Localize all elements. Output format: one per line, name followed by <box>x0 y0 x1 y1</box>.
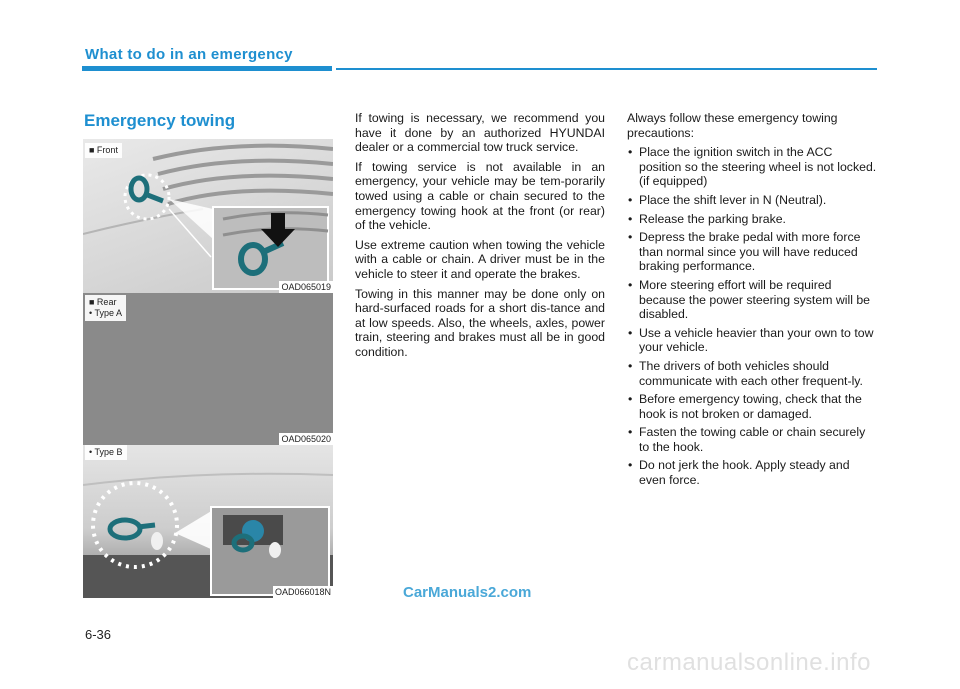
precautions-intro: Always follow these emergency towing precautions: <box>627 111 838 140</box>
front-bumper-illustration <box>83 139 333 293</box>
rear-bumper-illustration <box>83 445 333 598</box>
list-item: • Place the shift lever in N (Neutral). <box>627 193 878 208</box>
footer-watermark: carmanualsonline.info <box>627 649 871 676</box>
figure-front-code: OAD065019 <box>281 282 331 292</box>
header-accent-bar <box>82 66 332 71</box>
list-item: • Depress the brake pedal with more force than normal since you will have reduced braking performance. <box>627 230 878 274</box>
right-column <box>627 111 878 492</box>
paragraph: Towing in this manner may be done only on hard-surfaced roads for a short dis-tance and at low speeds. Also, the wheels, axles, power train, steering and brakes must all be in good condition. <box>355 286 605 359</box>
list-item: • The drivers of both vehicles should communicate with each other frequent-ly. <box>627 359 878 388</box>
figure-front <box>83 139 333 293</box>
paragraph: Use extreme caution when towing the vehicle with a cable or chain. A driver must be in the vehicle to steer it and operate the brakes. <box>355 237 605 281</box>
precautions-list <box>627 145 878 487</box>
list-item: • Fasten the towing cable or chain securely to the hook. <box>627 425 878 454</box>
section-header: What to do in an emergency <box>85 46 293 63</box>
figure-rear-a-code: OAD065020 <box>281 434 331 444</box>
list-item: • Place the ignition switch in the ACC position so the steering wheel is not locked. (if equipped) <box>627 145 878 189</box>
figure-front-label: ■ Front <box>85 143 122 158</box>
page-number: 6-36 <box>85 627 112 642</box>
list-item: • More steering effort will be required because the power steering system will be disabled. <box>627 278 878 322</box>
figure-rear-type-b <box>83 445 333 598</box>
list-item: • Before emergency towing, check that the hook is not broken or damaged. <box>627 392 878 421</box>
paragraph: If towing is necessary, we recommend you have it done by an authorized HYUNDAI dealer or a commercial tow truck service. <box>355 111 605 155</box>
page-title: Emergency towing <box>84 111 236 130</box>
list-item: • Release the parking brake. <box>627 212 878 227</box>
header-rule <box>336 68 877 70</box>
middle-column <box>355 111 605 365</box>
list-item: • Do not jerk the hook. Apply steady and even force. <box>627 458 878 487</box>
paragraph: If towing service is not available in an emergency, your vehicle may be tem-porarily towed using a cable or chain secured to the emergency towing hook at the front (or rear) of the vehicle. <box>355 159 605 233</box>
figure-rear-label: ■ Rear • Type A <box>85 295 126 321</box>
figure-rear-b-label: • Type B <box>85 445 127 460</box>
watermark-link[interactable]: CarManuals2.com <box>403 584 532 601</box>
figure-rear-b-code: OAD066018N <box>274 587 331 597</box>
list-item: • Use a vehicle heavier than your own to tow your vehicle. <box>627 326 878 355</box>
figure-rear-type-a <box>83 293 333 445</box>
